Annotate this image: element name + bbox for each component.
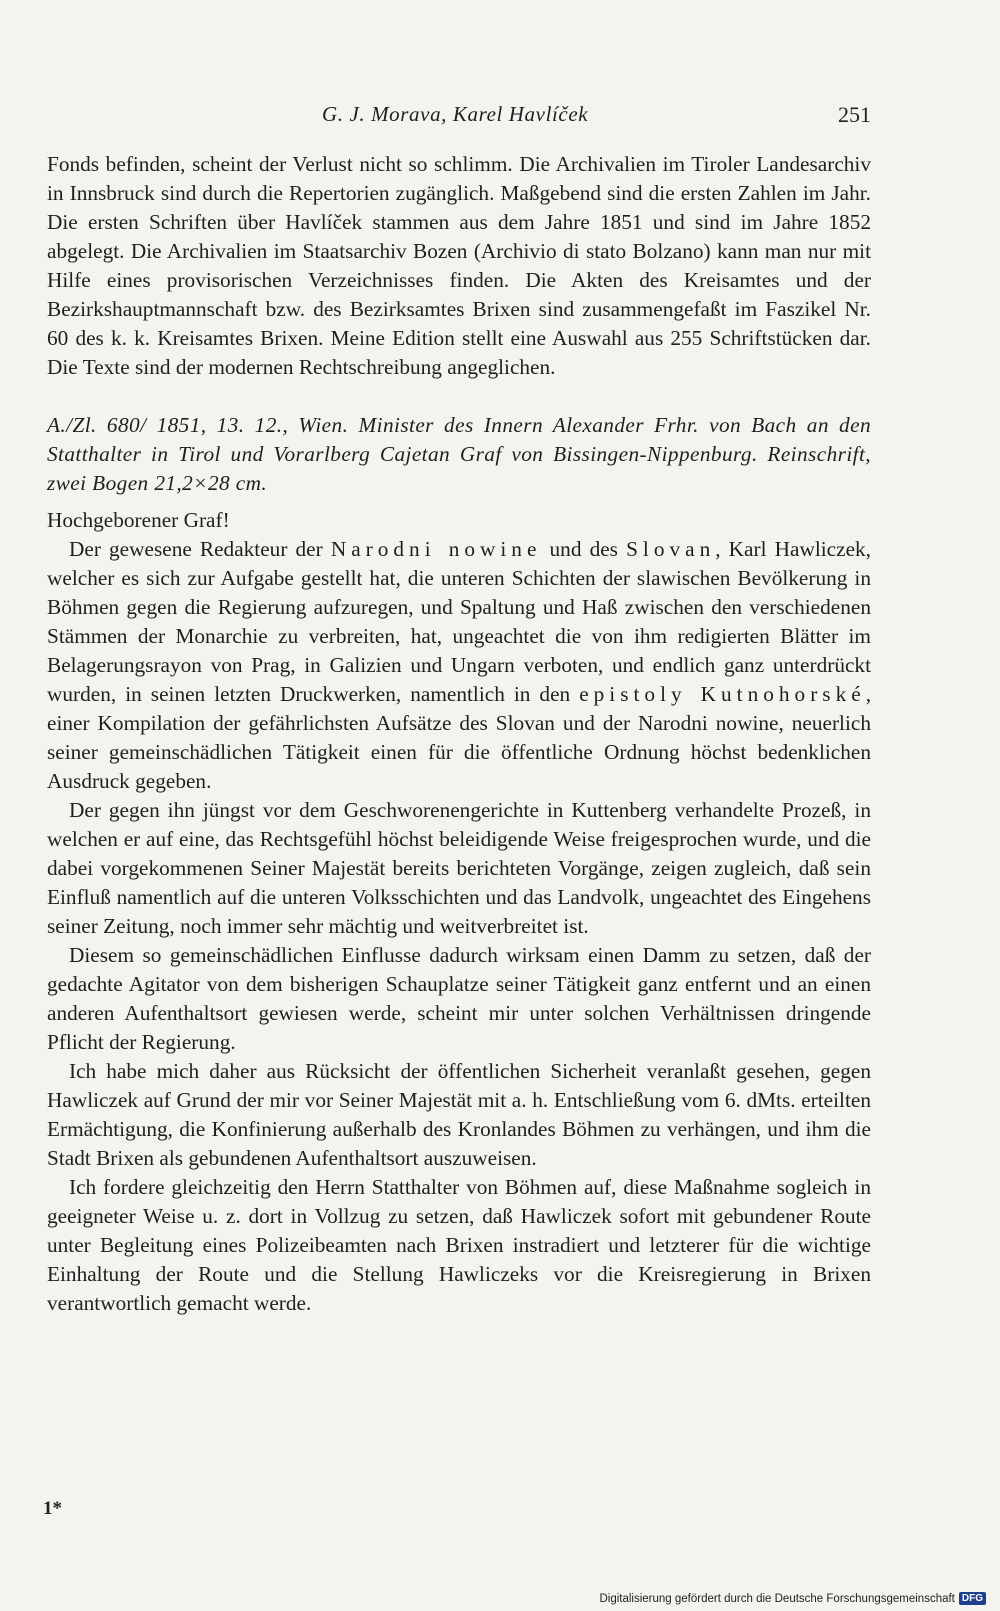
work-name-epistoly: epistoly Kutnohorské: [579, 682, 866, 706]
footer-text: Digitalisierung gefördert durch die Deutsche Forschungsgemeinschaft: [599, 1592, 955, 1605]
running-title: G. J. Morava, Karel Havlíček: [322, 102, 589, 126]
running-head: [0, 98, 1000, 138]
letter-paragraph-3: Diesem so gemeinschädlichen Einflusse dadurch wirksam einen Damm zu setzen, daß der gedachte Agitator von dem bisherigen Schauplatze seiner Tätigkeit ganz entfernt und an einen anderen Aufenthaltsort gewiesen werde, scheint mir unter solchen Verhältnissen dringende Pflicht der Regierung.: [47, 943, 871, 1054]
newspaper-name-narodni-nowine: Narodni nowine: [330, 537, 542, 561]
letter-paragraph-4: Ich habe mich daher aus Rücksicht der öffentlichen Sicherheit veranlaßt gesehen, gegen Hawliczek auf Grund der mir vor Seiner Majestät mit a. h. Entschließung vom 6. dMts. erteilten Ermächtigung, die Konfinierung außerhalb des Kronlandes Böhmen zu verhängen, und ihm die Stadt Brixen als gebundenen Aufenthaltsort auszuweisen.: [47, 1059, 871, 1170]
signature-mark: 1*: [43, 1498, 62, 1519]
letter-paragraph-5: Ich fordere gleichzeitig den Herrn Statthalter von Böhmen auf, diese Maßnahme sogleich in geeigneter Weise u. z. dort in Vollzug zu setzen, daß Hawliczek sofort mit gebundener Route unter Begleitung eines Polizeibeamten nach Brixen instradiert und letzterer für die wichtige Einhaltung der Route und die Stellung Hawliczeks vor die Kreisregierung in Brixen verantwortlich gemacht werde.: [47, 1175, 871, 1315]
letter-paragraph-1: [47, 535, 871, 796]
salutation: Hochgeborener Graf!: [47, 508, 230, 532]
newspaper-name-slovan: Slovan: [626, 537, 716, 561]
body-text: [47, 150, 871, 1318]
letter-p1-text-b: und des: [541, 537, 627, 561]
digitization-footer: [599, 1592, 986, 1605]
document-header: A./Zl. 680/ 1851, 13. 12., Wien. Minister des Innern Alexander Frhr. von Bach an den Statthalter in Tirol und Vorarlberg Cajetan Graf von Bissingen-Nippenburg. Reinschrift, zwei Bogen 21,2×28 cm.: [47, 413, 871, 495]
letter-p1-text-a: Der gewesene Redakteur der: [69, 537, 331, 561]
dfg-logo-icon: DFG: [959, 1592, 986, 1605]
page-number: 251: [838, 102, 871, 127]
intro-paragraph: Fonds befinden, scheint der Verlust nicht so schlimm. Die Archivalien im Tiroler Landesarchiv in Innsbruck sind durch die Repertorien zugänglich. Maßgebend sind die ersten Zahlen im Jahr. Die ersten Schriften über Havlíček stammen aus dem Jahre 1851 und sind im Jahre 1852 abgelegt. Die Archivalien im Staatsarchiv Bozen (Archivio di stato Bolzano) kann man nur mit Hilfe eines provisorischen Verzeichnisses finden. Die Akten des Kreisamtes und der Bezirkshauptmannschaft bzw. des Bezirksamtes Brixen sind zusammengefaßt im Faszikel Nr. 60 des k. k. Kreisamtes Brixen. Meine Edition stellt eine Auswahl aus 255 Schriftstücken dar. Die Texte sind der modernen Rechtschreibung angeglichen.: [47, 152, 871, 379]
letter-p1-text-c: , Karl Hawliczek, welcher es sich zur Aufgabe gestellt hat, die unteren Schichten der slawischen Bevölkerung in Böhmen gegen die Regierung aufzuregen, und Spaltung und Haß zwischen den verschiedenen Stämmen der Monarchie zu verbreiten, hat, ungeachtet die von ihm redigierten Blätter im Belagerungsrayon von Prag, in Galizien und Ungarn verboten, und endlich ganz unterdrückt wurden, in seinen letzten Druckwerken, namentlich in den: [47, 537, 871, 706]
letter-p1-text-d: , einer Kompilation der gefährlichsten Aufsätze des Slovan und der Narodni nowine, neuerlich seiner gemeinschädlichen Tätigkeit einen für die öffentliche Ordnung höchst bedenklichen Ausdruck gegeben.: [47, 682, 872, 793]
letter-paragraph-2: Der gegen ihn jüngst vor dem Geschworenengerichte in Kuttenberg verhandelte Prozeß, in welchen er auf eine, das Rechtsgefühl höchst beleidigende Weise freigesprochen wurde, und die dabei vorgekommenen Seiner Majestät bereits berichteten Vorgänge, zeigen zugleich, daß sein Einfluß namentlich auf die unteren Volksschichten und das Landvolk, ungeachtet des Eingehens seiner Zeitung, noch immer sehr mächtig und weitverbreitet ist.: [47, 798, 871, 938]
